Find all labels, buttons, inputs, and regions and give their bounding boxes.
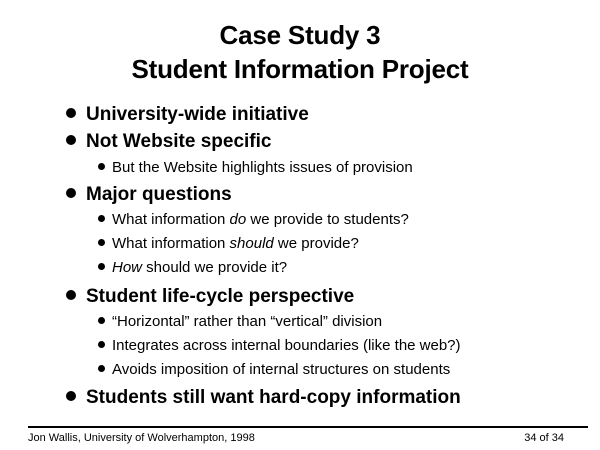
footer-page-number: 34 of 34 [524, 432, 564, 444]
sub-bullet-dot-icon [98, 341, 105, 348]
sub-bullet-text: Integrates across internal boundaries (like the web?) [112, 337, 461, 354]
bullet-item [66, 285, 354, 309]
bullet-dot-icon [66, 108, 76, 118]
bullet-text: Student life-cycle perspective [86, 286, 355, 307]
sub-bullet-dot-icon [98, 317, 105, 324]
title-line-2: Student Information Project [131, 54, 469, 84]
bullet-text: University-wide initiative [86, 104, 309, 125]
sub-bullet-dot-icon [98, 239, 105, 246]
footer-divider [28, 426, 588, 428]
sub-bullet-text-pre: What information [112, 235, 230, 252]
bullet-item [66, 183, 232, 207]
bullet-text: Not Website specific [86, 131, 272, 152]
sub-bullet-item [98, 336, 461, 356]
bullet-item [66, 130, 271, 154]
bullet-text: Students still want hard-copy information [86, 387, 461, 408]
sub-bullet-emphasis: do [229, 211, 247, 228]
sub-bullet-item [98, 360, 450, 380]
sub-bullet-item [98, 234, 359, 254]
sub-bullet-text: “Horizontal” rather than “vertical” division [112, 313, 383, 330]
sub-bullet-emphasis: should [229, 235, 274, 252]
sub-bullet-item [98, 258, 287, 278]
sub-bullet-text: Avoids imposition of internal structures on students [112, 361, 451, 378]
sub-bullet-emphasis: How [112, 259, 143, 276]
sub-bullet-item [98, 210, 409, 230]
sub-bullet-dot-icon [98, 263, 105, 270]
bullet-dot-icon [66, 135, 76, 145]
sub-bullet-dot-icon [98, 215, 105, 222]
bullet-item [66, 103, 309, 127]
sub-bullet-item [98, 312, 382, 332]
bullet-dot-icon [66, 188, 76, 198]
bullet-dot-icon [66, 391, 76, 401]
sub-bullet-text: But the Website highlights issues of provision [112, 159, 413, 176]
sub-bullet-dot-icon [98, 365, 105, 372]
sub-bullet-dot-icon [98, 163, 105, 170]
bullet-dot-icon [66, 290, 76, 300]
sub-bullet-text-post: we provide to students? [246, 211, 409, 228]
title-line-1: Case Study 3 [219, 20, 381, 50]
sub-bullet-text-post: should we provide it? [142, 259, 288, 276]
bullet-text: Major questions [86, 184, 232, 205]
sub-bullet-item [98, 158, 413, 178]
sub-bullet-text-pre: What information [112, 211, 230, 228]
footer-author: Jon Wallis, University of Wolverhampton, 1998 [28, 432, 255, 444]
bullet-item [66, 386, 461, 410]
sub-bullet-text-post: we provide? [273, 235, 359, 252]
